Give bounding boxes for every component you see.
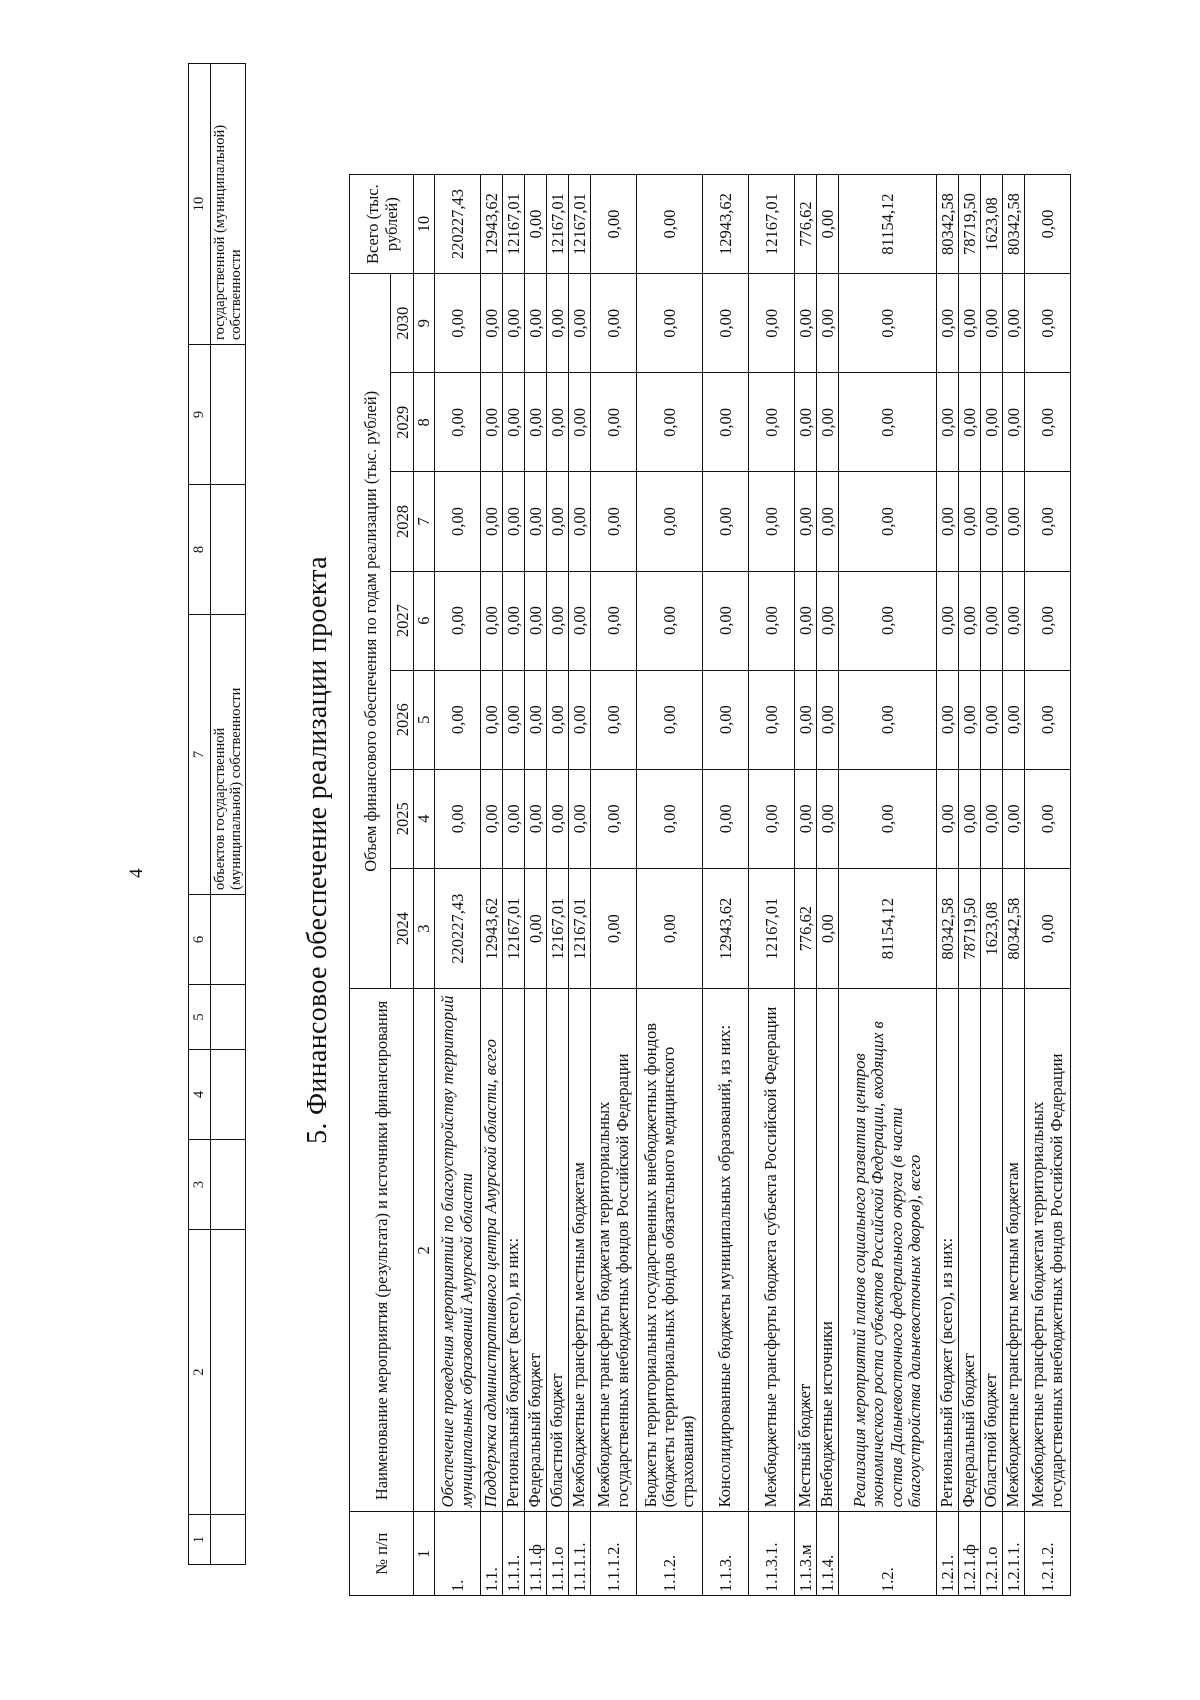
year-value: 0,00	[959, 769, 981, 868]
column-number: 5	[189, 985, 211, 1050]
row-total: 80342,58	[937, 175, 959, 274]
year-value: 0,00	[503, 373, 525, 472]
table-cell	[211, 1230, 246, 1515]
year-value: 0,00	[435, 472, 481, 571]
year-value: 0,00	[817, 274, 839, 373]
page-number: 4	[126, 868, 147, 878]
year-value: 0,00	[637, 373, 703, 472]
row-name: Местный бюджет	[795, 989, 817, 1512]
year-value: 0,00	[591, 868, 637, 989]
year-value: 0,00	[569, 571, 591, 670]
year-value: 0,00	[1025, 472, 1071, 571]
row-number: 1.1.3.	[703, 1512, 749, 1596]
table-row	[749, 175, 795, 1596]
year-value: 0,00	[435, 769, 481, 868]
column-number: 8	[189, 485, 211, 615]
header-year: 2028	[391, 472, 414, 571]
year-value: 0,00	[637, 472, 703, 571]
year-value: 0,00	[1003, 769, 1025, 868]
year-value: 0,00	[503, 274, 525, 373]
row-total: 0,00	[1025, 175, 1071, 274]
section-title: 5. Финансовое обеспечение реализации проекта	[302, 556, 333, 1144]
row-number: 1.	[435, 1512, 481, 1596]
year-value: 0,00	[525, 868, 547, 989]
column-number: 6	[189, 895, 211, 985]
row-total: 12943,62	[703, 175, 749, 274]
year-value: 0,00	[637, 769, 703, 868]
year-value: 0,00	[795, 670, 817, 769]
row-total: 12167,01	[749, 175, 795, 274]
year-value: 1623,08	[981, 868, 1003, 989]
year-value: 0,00	[959, 472, 981, 571]
year-value: 0,00	[591, 373, 637, 472]
year-value: 0,00	[937, 769, 959, 868]
column-index: 6	[414, 571, 435, 670]
year-value: 0,00	[1025, 769, 1071, 868]
table-row	[525, 175, 547, 1596]
header-name: Наименование мероприятия (результата) и источники финансирования	[350, 989, 414, 1512]
year-value: 0,00	[481, 373, 503, 472]
row-total: 12167,01	[547, 175, 569, 274]
row-number: 1.2.1.1.	[1003, 1512, 1025, 1596]
column-number-row	[189, 64, 211, 1565]
table-row	[703, 175, 749, 1596]
year-value: 0,00	[547, 274, 569, 373]
year-value: 0,00	[839, 571, 937, 670]
table-row	[981, 175, 1003, 1596]
row-total: 12943,62	[481, 175, 503, 274]
row-name: Региональный бюджет (всего), из них:	[503, 989, 525, 1512]
year-value: 0,00	[795, 373, 817, 472]
year-value: 0,00	[637, 274, 703, 373]
row-name: Бюджеты территориальных государственных внебюджетных фондов (бюджеты территориальных фондов обязательного медицинского страхования)	[637, 989, 703, 1512]
row-number: 1.2.1.ф	[959, 1512, 981, 1596]
header-year: 2025	[391, 769, 414, 868]
column-number: 10	[189, 64, 211, 345]
year-value: 0,00	[1025, 274, 1071, 373]
year-value: 12167,01	[547, 868, 569, 989]
row-number: 1.2.1.о	[981, 1512, 1003, 1596]
table-cell	[211, 485, 246, 615]
row-total: 78719,50	[959, 175, 981, 274]
year-value: 12943,62	[481, 868, 503, 989]
year-value: 0,00	[525, 472, 547, 571]
year-value: 0,00	[749, 373, 795, 472]
year-value: 0,00	[703, 571, 749, 670]
header-year: 2030	[391, 274, 414, 373]
year-value: 0,00	[817, 472, 839, 571]
year-value: 0,00	[795, 571, 817, 670]
year-value: 12943,62	[703, 868, 749, 989]
row-total: 0,00	[591, 175, 637, 274]
year-value: 0,00	[503, 769, 525, 868]
table-row	[503, 175, 525, 1596]
year-value: 0,00	[817, 670, 839, 769]
year-value: 0,00	[981, 670, 1003, 769]
financing-table	[349, 174, 1071, 1596]
year-value: 220227,43	[435, 868, 481, 989]
row-total: 80342,58	[1003, 175, 1025, 274]
year-value: 0,00	[959, 571, 981, 670]
year-value: 0,00	[703, 769, 749, 868]
year-value: 0,00	[503, 472, 525, 571]
table-row	[839, 175, 937, 1596]
col7-text: объектов государственной (муниципальной) собственности	[211, 615, 246, 895]
column-number: 9	[189, 345, 211, 485]
year-value: 0,00	[1025, 571, 1071, 670]
table-row	[481, 175, 503, 1596]
row-number: 1.2.	[839, 1512, 937, 1596]
year-value: 0,00	[1003, 472, 1025, 571]
row-name: Межбюджетные трансферты местным бюджетам	[1003, 989, 1025, 1512]
table-row	[959, 175, 981, 1596]
row-total: 12167,01	[569, 175, 591, 274]
year-value: 0,00	[703, 373, 749, 472]
column-number: 3	[189, 1140, 211, 1230]
year-value: 0,00	[817, 373, 839, 472]
column-index: 2	[414, 989, 435, 1512]
year-value: 0,00	[981, 373, 1003, 472]
year-value: 0,00	[503, 571, 525, 670]
year-value: 0,00	[591, 769, 637, 868]
col10-text: государственной (муниципальной) собственности	[211, 64, 246, 345]
year-value: 0,00	[637, 670, 703, 769]
year-value: 0,00	[569, 274, 591, 373]
year-value: 0,00	[795, 769, 817, 868]
year-value: 0,00	[591, 670, 637, 769]
column-number: 7	[189, 615, 211, 895]
row-name: Межбюджетные трансферты бюджета субъекта Российской Федерации	[749, 989, 795, 1512]
year-value: 81154,12	[839, 868, 937, 989]
year-value: 0,00	[839, 274, 937, 373]
table-row	[547, 175, 569, 1596]
year-value: 0,00	[937, 571, 959, 670]
row-name: Межбюджетные трансферты местным бюджетам	[569, 989, 591, 1512]
previous-table-fragment	[188, 63, 246, 1565]
year-value: 0,00	[637, 868, 703, 989]
year-value: 0,00	[839, 472, 937, 571]
table-row	[637, 175, 703, 1596]
row-total: 776,62	[795, 175, 817, 274]
year-value: 0,00	[435, 670, 481, 769]
year-value: 0,00	[591, 472, 637, 571]
row-number: 1.1.	[481, 1512, 503, 1596]
year-value: 12167,01	[503, 868, 525, 989]
year-value: 0,00	[1003, 571, 1025, 670]
column-index: 3	[414, 868, 435, 989]
row-total: 0,00	[817, 175, 839, 274]
row-number: 1.1.4.	[817, 1512, 839, 1596]
row-total: 1623,08	[981, 175, 1003, 274]
year-value: 0,00	[817, 571, 839, 670]
year-value: 0,00	[569, 472, 591, 571]
year-value: 0,00	[749, 472, 795, 571]
column-index: 9	[414, 274, 435, 373]
column-number: 2	[189, 1230, 211, 1515]
year-value: 0,00	[547, 769, 569, 868]
year-value: 0,00	[703, 274, 749, 373]
year-value: 0,00	[703, 472, 749, 571]
row-name: Поддержка административного центра Амурской области, всего	[481, 989, 503, 1512]
row-name: Внебюджетные источники	[817, 989, 839, 1512]
year-value: 0,00	[817, 769, 839, 868]
year-value: 0,00	[591, 274, 637, 373]
header-volume: Объем финансового обеспечения по годам реализации (тыс. рублей)	[350, 274, 391, 989]
year-value: 0,00	[481, 769, 503, 868]
year-value: 0,00	[547, 472, 569, 571]
table-row	[795, 175, 817, 1596]
year-value: 80342,58	[937, 868, 959, 989]
row-name: Межбюджетные трансферты бюджетам территориальных государственных внебюджетных фондов Российской Федерации	[591, 989, 637, 1512]
year-value: 0,00	[435, 373, 481, 472]
row-number: 1.1.1.2.	[591, 1512, 637, 1596]
year-value: 0,00	[839, 769, 937, 868]
year-value: 0,00	[435, 571, 481, 670]
row-name: Межбюджетные трансферты бюджетам территориальных государственных внебюджетных фондов Российской Федерации	[1025, 989, 1071, 1512]
year-value: 0,00	[1003, 373, 1025, 472]
year-value: 0,00	[795, 472, 817, 571]
row-total: 81154,12	[839, 175, 937, 274]
year-value: 0,00	[569, 670, 591, 769]
header-year: 2024	[391, 868, 414, 989]
row-name: Региональный бюджет (всего), из них:	[937, 989, 959, 1512]
row-name: Областной бюджет	[981, 989, 1003, 1512]
year-value: 80342,58	[1003, 868, 1025, 989]
year-value: 0,00	[817, 868, 839, 989]
year-value: 0,00	[839, 373, 937, 472]
row-number: 1.1.1.о	[547, 1512, 569, 1596]
year-value: 0,00	[749, 670, 795, 769]
year-value: 0,00	[481, 274, 503, 373]
year-value: 0,00	[525, 769, 547, 868]
table-row	[1003, 175, 1025, 1596]
year-value: 0,00	[525, 274, 547, 373]
row-number: 1.1.1.	[503, 1512, 525, 1596]
row-number: 1.1.1.1.	[569, 1512, 591, 1596]
row-name: Федеральный бюджет	[525, 989, 547, 1512]
header-year: 2026	[391, 670, 414, 769]
year-value: 0,00	[503, 670, 525, 769]
year-value: 0,00	[937, 373, 959, 472]
table-cell	[211, 1140, 246, 1230]
year-value: 0,00	[1025, 373, 1071, 472]
year-value: 0,00	[435, 274, 481, 373]
year-value: 0,00	[937, 670, 959, 769]
year-value: 0,00	[1025, 868, 1071, 989]
table-cell	[211, 895, 246, 985]
year-value: 0,00	[591, 571, 637, 670]
row-name: Федеральный бюджет	[959, 989, 981, 1512]
year-value: 0,00	[547, 373, 569, 472]
year-value: 0,00	[525, 670, 547, 769]
year-value: 0,00	[1025, 670, 1071, 769]
column-index: 8	[414, 373, 435, 472]
year-value: 0,00	[569, 769, 591, 868]
row-number: 1.2.1.	[937, 1512, 959, 1596]
year-value: 0,00	[749, 571, 795, 670]
year-value: 0,00	[959, 373, 981, 472]
year-value: 0,00	[1003, 274, 1025, 373]
year-value: 0,00	[749, 769, 795, 868]
year-value: 12167,01	[749, 868, 795, 989]
table-cell	[211, 1050, 246, 1140]
year-value: 0,00	[481, 472, 503, 571]
row-number: 1.1.3.1.	[749, 1512, 795, 1596]
year-value: 12167,01	[569, 868, 591, 989]
column-index: 10	[414, 175, 435, 274]
row-total: 220227,43	[435, 175, 481, 274]
year-value: 0,00	[959, 670, 981, 769]
year-value: 0,00	[569, 373, 591, 472]
column-index: 4	[414, 769, 435, 868]
table-row	[569, 175, 591, 1596]
year-value: 0,00	[959, 274, 981, 373]
row-total: 0,00	[637, 175, 703, 274]
table-row	[1025, 175, 1071, 1596]
row-name: Реализация мероприятий планов социального развития центров экономического роста субъектов Российской Федерации, входящих в состав Дальневосточного федерального округа (в части благоустройства дальневосточных дворов), всего	[839, 989, 937, 1512]
column-number: 1	[189, 1515, 211, 1565]
year-value: 0,00	[481, 571, 503, 670]
year-value: 0,00	[1003, 670, 1025, 769]
year-value: 0,00	[937, 274, 959, 373]
year-value: 0,00	[547, 571, 569, 670]
row-total: 0,00	[525, 175, 547, 274]
row-name: Обеспечение проведения мероприятий по благоустройству территорий муниципальных образований Амурской области	[435, 989, 481, 1512]
year-value: 0,00	[703, 670, 749, 769]
table-row	[591, 175, 637, 1596]
year-value: 0,00	[637, 571, 703, 670]
row-number: 1.2.1.2.	[1025, 1512, 1071, 1596]
row-number: 1.1.2.	[637, 1512, 703, 1596]
table-cell	[211, 1515, 246, 1565]
column-index: 7	[414, 472, 435, 571]
year-value: 0,00	[981, 769, 1003, 868]
year-value: 0,00	[795, 274, 817, 373]
table-cell	[211, 345, 246, 485]
year-value: 0,00	[937, 472, 959, 571]
header-year: 2029	[391, 373, 414, 472]
year-value: 0,00	[981, 472, 1003, 571]
column-index: 1	[414, 1512, 435, 1596]
row-number: 1.1.1.ф	[525, 1512, 547, 1596]
row-total: 12167,01	[503, 175, 525, 274]
table-row	[937, 175, 959, 1596]
header-row	[350, 175, 391, 1596]
year-value: 0,00	[981, 274, 1003, 373]
table-row	[435, 175, 481, 1596]
year-value: 0,00	[525, 373, 547, 472]
year-value: 0,00	[981, 571, 1003, 670]
header-year: 2027	[391, 571, 414, 670]
year-value: 78719,50	[959, 868, 981, 989]
row-name: Консолидированные бюджеты муниципальных образований, из них:	[703, 989, 749, 1512]
column-index: 5	[414, 670, 435, 769]
row-name: Областной бюджет	[547, 989, 569, 1512]
header-total: Всего (тыс. рублей)	[350, 175, 414, 274]
column-number: 4	[189, 1050, 211, 1140]
table-cell	[211, 985, 246, 1050]
table-row	[817, 175, 839, 1596]
row-number: 1.1.3.м	[795, 1512, 817, 1596]
year-value: 0,00	[525, 571, 547, 670]
text-row	[211, 64, 246, 1565]
year-value: 0,00	[481, 670, 503, 769]
header-num: № п/п	[350, 1512, 414, 1596]
year-value: 0,00	[547, 670, 569, 769]
column-index-row	[414, 175, 435, 1596]
year-value: 776,62	[795, 868, 817, 989]
year-value: 0,00	[839, 670, 937, 769]
year-value: 0,00	[749, 274, 795, 373]
